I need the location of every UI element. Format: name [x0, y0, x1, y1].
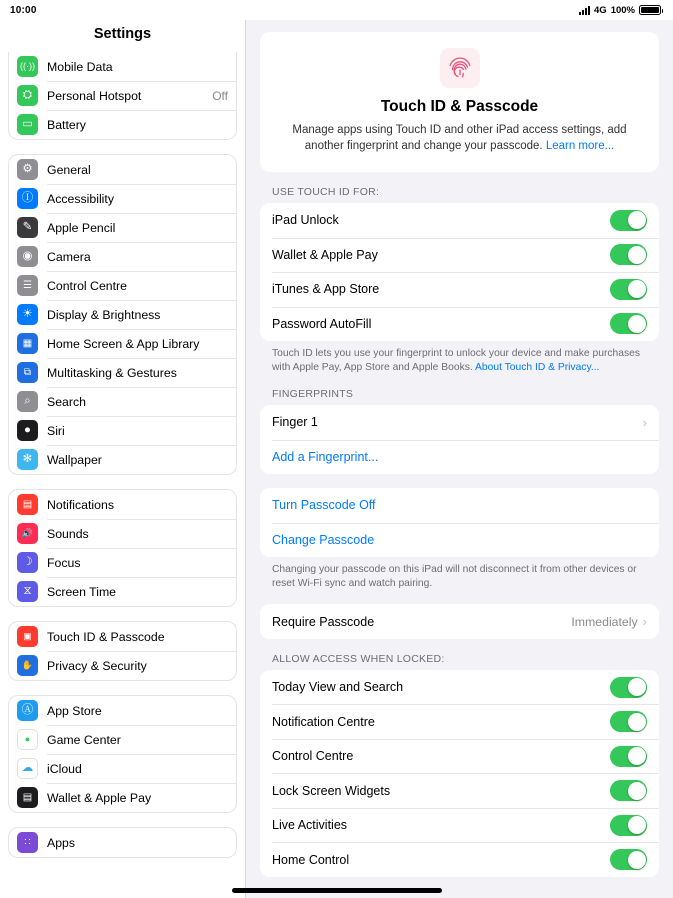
change-passcode-label: Change Passcode — [272, 532, 375, 547]
game-center-icon: ● — [17, 729, 38, 750]
add-fingerprint-label: Add a Fingerprint... — [272, 449, 379, 464]
notifications-icon: ▤ — [17, 494, 38, 515]
sidebar-item-label: Accessibility — [47, 191, 114, 206]
sidebar-item-privacy-security[interactable] — [9, 651, 236, 680]
spacer — [260, 474, 659, 488]
fingerprints-header: FINGERPRINTS — [272, 388, 354, 401]
sidebar-item-sounds[interactable] — [9, 519, 236, 548]
sidebar-item-game-center[interactable] — [9, 725, 236, 754]
sidebar-group-system — [8, 154, 237, 475]
status-indicators — [579, 5, 661, 16]
touch-id-icon: ▣ — [17, 626, 38, 647]
toggle-password-autofill[interactable] — [610, 313, 647, 334]
sidebar-item-label: Display & Brightness — [47, 307, 161, 322]
row-ipad-unlock[interactable] — [260, 203, 659, 238]
privacy-hand-icon: ✋ — [17, 655, 38, 676]
sidebar-item-control-centre[interactable] — [9, 271, 236, 300]
row-label: iTunes & App Store — [272, 282, 380, 297]
focus-moon-icon: ☽ — [17, 552, 38, 573]
home-indicator[interactable] — [232, 888, 442, 893]
sidebar-item-apps[interactable] — [9, 828, 236, 857]
touch-id-footnote — [260, 341, 659, 374]
learn-more-link[interactable]: Learn more... — [545, 139, 615, 152]
sidebar-item-display-brightness[interactable] — [9, 300, 236, 329]
use-touch-id-card — [260, 203, 659, 341]
sidebar-item-home-screen-app-library[interactable] — [9, 329, 236, 358]
sidebar-group-stores — [8, 695, 237, 813]
sidebar-item-apple-pencil[interactable] — [9, 213, 236, 242]
sidebar-item-label: Home Screen & App Library — [47, 336, 200, 351]
row-label: Control Centre — [272, 749, 354, 764]
row-notification-centre[interactable] — [260, 704, 659, 739]
sidebar-item-label: Apps — [47, 835, 76, 850]
search-icon: ⌕ — [17, 391, 38, 412]
battery-icon — [639, 5, 661, 15]
sidebar-item-wallpaper[interactable] — [9, 445, 236, 474]
sidebar-item-search[interactable] — [9, 387, 236, 416]
sidebar-item-label: Camera — [47, 249, 91, 264]
sidebar-item-accessibility[interactable] — [9, 184, 236, 213]
row-label: Live Activities — [272, 818, 348, 833]
icloud-icon: ☁ — [17, 758, 38, 779]
status-time: 10:00 — [10, 4, 37, 16]
row-label: Today View and Search — [272, 680, 404, 695]
require-passcode-card — [260, 604, 659, 639]
network-type-label: 4G — [594, 4, 607, 16]
sidebar-item-app-store[interactable] — [9, 696, 236, 725]
sidebar-group-apps — [8, 827, 237, 858]
sidebar-item-label: Wallpaper — [47, 452, 102, 467]
pencil-icon: ✎ — [17, 217, 38, 238]
sidebar-item-label: iCloud — [47, 761, 82, 776]
screen-time-icon: ⧖ — [17, 581, 38, 602]
toggle-live-activities[interactable] — [610, 815, 647, 836]
sidebar-item-touch-id-passcode[interactable] — [9, 622, 236, 651]
sidebar-item-label: Game Center — [47, 732, 121, 747]
row-label: iPad Unlock — [272, 213, 339, 228]
control-centre-icon: ☰ — [17, 275, 38, 296]
sidebar-item-screen-time[interactable] — [9, 577, 236, 606]
row-change-passcode[interactable] — [260, 523, 659, 558]
sidebar-item-label: Notifications — [47, 497, 114, 512]
row-label: Lock Screen Widgets — [272, 783, 391, 798]
row-label: Password AutoFill — [272, 316, 372, 331]
gear-icon: ⚙ — [17, 159, 38, 180]
allow-access-card — [260, 670, 659, 877]
row-require-passcode[interactable] — [260, 604, 659, 639]
apps-icon: ∷ — [17, 832, 38, 853]
toggle-home-control[interactable] — [610, 849, 647, 870]
passcode-footnote: Changing your passcode on this iPad will not disconnect it from other devices or reset Wi-Fi sync and watch pairing. — [272, 564, 637, 589]
toggle-control-centre[interactable] — [610, 746, 647, 767]
sidebar-item-battery[interactable] — [9, 110, 236, 139]
sidebar-item-label: Apple Pencil — [47, 220, 116, 235]
sidebar-item-label: Privacy & Security — [47, 658, 147, 673]
row-home-control[interactable] — [260, 842, 659, 877]
sidebar-item-general[interactable] — [9, 155, 236, 184]
sidebar-item-label: Mobile Data — [47, 59, 113, 74]
row-control-centre[interactable] — [260, 739, 659, 774]
row-today-view-and-search[interactable] — [260, 670, 659, 705]
sidebar-item-multitasking-gestures[interactable] — [9, 358, 236, 387]
touch-id-passcode-pane[interactable] — [246, 20, 673, 898]
sidebar-item-label: Wallet & Apple Pay — [47, 790, 152, 805]
hotspot-icon: ⛭ — [17, 85, 38, 106]
require-passcode-value: Immediately — [571, 614, 638, 629]
settings-sidebar — [0, 20, 246, 898]
spacer — [260, 590, 659, 604]
row-label: Home Control — [272, 852, 350, 867]
signal-strength-icon — [579, 6, 590, 15]
brightness-icon: ☀ — [17, 304, 38, 325]
toggle-today-view-and-search[interactable] — [610, 677, 647, 698]
sidebar-item-siri[interactable] — [9, 416, 236, 445]
sidebar-item-label: Battery — [47, 117, 86, 132]
siri-icon: ● — [17, 420, 38, 441]
row-label: Wallet & Apple Pay — [272, 247, 378, 262]
toggle-notification-centre[interactable] — [610, 711, 647, 732]
sidebar-group-notifications — [8, 489, 237, 607]
sidebar-title: Settings — [93, 26, 152, 42]
sidebar-item-icloud[interactable] — [9, 754, 236, 783]
fingerprints-card — [260, 405, 659, 474]
multitasking-icon: ⧉ — [17, 362, 38, 383]
sidebar-item-label: Personal Hotspot — [47, 88, 142, 103]
toggle-wallet-apple-pay[interactable] — [610, 244, 647, 265]
hero-section — [260, 32, 659, 172]
row-itunes-app-store[interactable] — [260, 272, 659, 307]
sidebar-item-value: Off — [212, 88, 228, 103]
sidebar-item-label: Touch ID & Passcode — [47, 629, 165, 644]
sidebar-group-connectivity — [8, 52, 237, 140]
footnote-text: Touch ID lets you use your fingerprint to unlock your device and make purchases with Apple Pay, App Store and Apple Books. — [272, 348, 641, 373]
sidebar-item-label: Search — [47, 394, 86, 409]
row-label: Finger 1 — [272, 415, 318, 430]
toggle-lock-screen-widgets[interactable] — [610, 780, 647, 801]
hero-description — [290, 123, 629, 154]
hero-description-text: Manage apps using Touch ID and other iPad access settings, add another fingerprint and change your passcode. — [292, 124, 627, 152]
camera-icon: ◉ — [17, 246, 38, 267]
sidebar-item-camera[interactable] — [9, 242, 236, 271]
app-library-icon: ▦ — [17, 333, 38, 354]
sidebar-item-label: Focus — [47, 555, 81, 570]
sidebar-item-personal-hotspot[interactable] — [9, 81, 236, 110]
sidebar-item-label: App Store — [47, 703, 102, 718]
battery-percent-label: 100% — [610, 4, 635, 16]
sidebar-item-label: Control Centre — [47, 278, 127, 293]
fingerprint-icon — [440, 48, 480, 88]
sidebar-item-label: Siri — [47, 423, 65, 438]
antenna-icon: ((·)) — [17, 56, 38, 77]
sidebar-item-label: General — [47, 162, 91, 177]
sounds-icon: 🔊 — [17, 523, 38, 544]
wallet-icon: ▤ — [17, 787, 38, 808]
row-add-fingerprint[interactable] — [260, 440, 659, 475]
row-label: Require Passcode — [272, 614, 375, 629]
wallpaper-icon: ✻ — [17, 449, 38, 470]
sidebar-item-mobile-data[interactable] — [9, 52, 236, 81]
sidebar-item-label: Sounds — [47, 526, 89, 541]
chevron-right-icon: › — [642, 414, 647, 430]
content-split — [0, 20, 673, 898]
about-touch-id-privacy-link[interactable]: About Touch ID & Privacy... — [475, 361, 600, 373]
allow-access-header: ALLOW ACCESS WHEN LOCKED: — [272, 652, 445, 665]
sidebar-item-label: Multitasking & Gestures — [47, 365, 177, 380]
page-title: Touch ID & Passcode — [380, 98, 539, 115]
row-lock-screen-widgets[interactable] — [260, 773, 659, 808]
accessibility-icon: Ⓘ — [17, 188, 38, 209]
row-wallet-apple-pay[interactable] — [260, 238, 659, 273]
sidebar-item-label: Screen Time — [47, 584, 117, 599]
sidebar-item-notifications[interactable] — [9, 490, 236, 519]
row-password-autofill[interactable] — [260, 307, 659, 342]
turn-passcode-off-label: Turn Passcode Off — [272, 498, 376, 513]
toggle-ipad-unlock[interactable] — [610, 210, 647, 231]
row-finger-1[interactable] — [260, 405, 659, 440]
battery-icon: ▭ — [17, 114, 38, 135]
status-bar — [0, 0, 673, 20]
row-turn-passcode-off[interactable] — [260, 488, 659, 523]
sidebar-item-focus[interactable] — [9, 548, 236, 577]
sidebar-scroll-area[interactable] — [0, 52, 245, 898]
toggle-itunes-app-store[interactable] — [610, 279, 647, 300]
app-store-icon: Ⓐ — [17, 700, 38, 721]
use-touch-id-header: USE TOUCH ID FOR: — [272, 186, 380, 199]
hero-card — [260, 32, 659, 172]
sidebar-group-security — [8, 621, 237, 681]
chevron-right-icon: › — [642, 614, 647, 630]
passcode-actions-card — [260, 488, 659, 557]
sidebar-item-wallet-apple-pay[interactable] — [9, 783, 236, 812]
row-live-activities[interactable] — [260, 808, 659, 843]
row-label: Notification Centre — [272, 714, 375, 729]
